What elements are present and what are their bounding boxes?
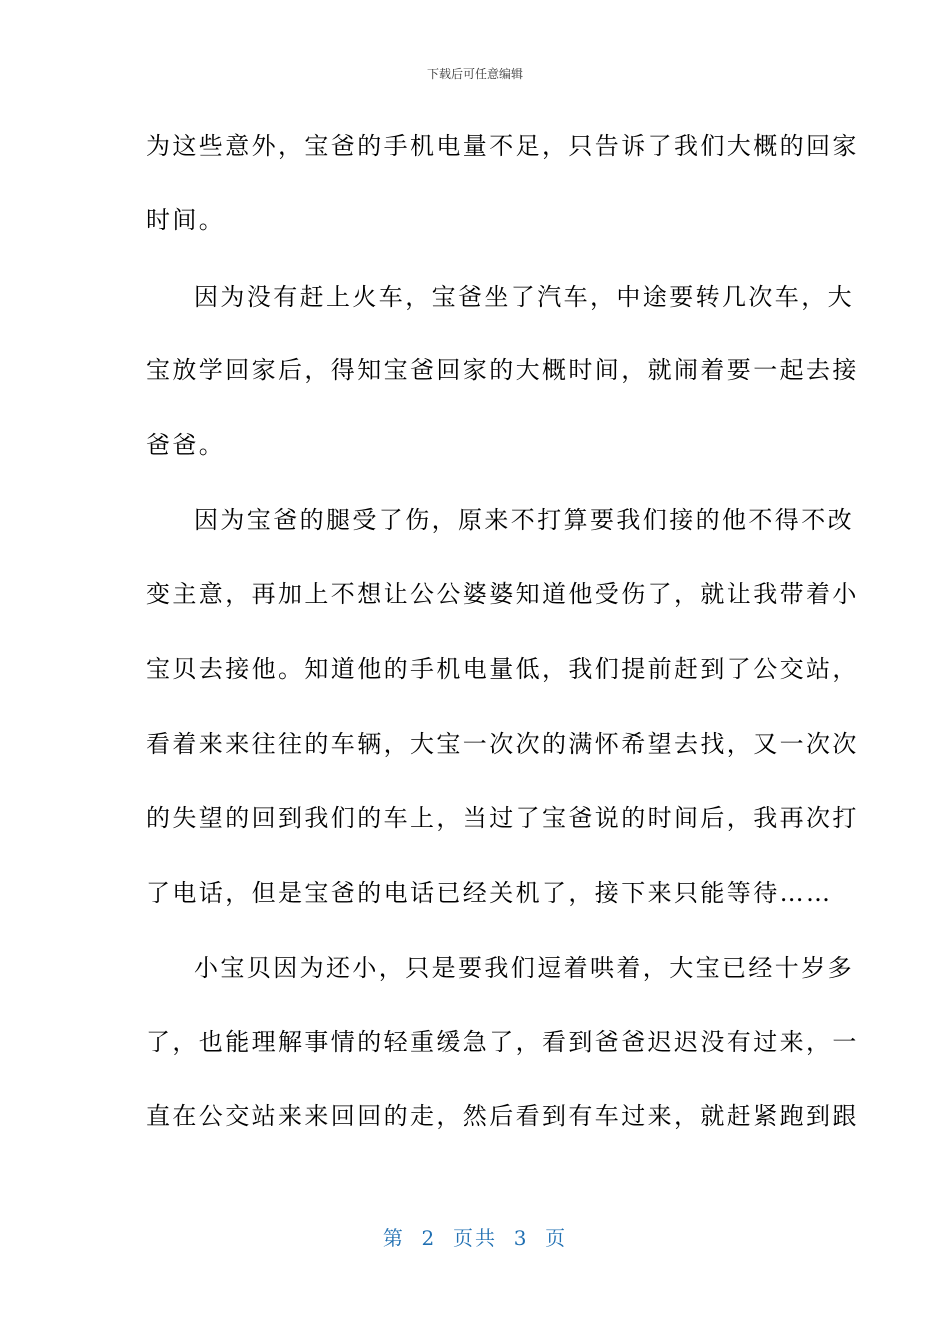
text-line: 了电话，但是宝爸的电话已经关机了，接下来只能等待……	[146, 879, 833, 907]
text-line: 宝贝去接他。知道他的手机电量低，我们提前赶到了公交站，	[146, 655, 859, 683]
text-line: 了，也能理解事情的轻重缓急了，看到爸爸迟迟没有过来，一	[146, 1028, 859, 1056]
page-header: 下载后可任意编辑	[426, 67, 523, 81]
text-line: 为这些意外，宝爸的手机电量不足，只告诉了我们大概的回家	[146, 132, 859, 160]
text-line: 爸爸。	[146, 431, 226, 459]
text-line: 的失望的回到我们的车上，当过了宝爸说的时间后，我再次打	[146, 804, 859, 832]
text-line: 看着来来往往的车辆，大宝一次次的满怀希望去找，又一次次	[146, 730, 859, 758]
page-number-footer: 第 2 页共 3 页	[382, 1226, 568, 1250]
text-line: 变主意，再加上不想让公公婆婆知道他受伤了，就让我带着小	[146, 580, 859, 608]
text-line: 时间。	[146, 206, 226, 234]
paragraph-start-line: 因为宝爸的腿受了伤，原来不打算要我们接的他不得不改	[194, 506, 854, 534]
paragraph-start-line: 因为没有赶上火车，宝爸坐了汽车，中途要转几次车，大	[194, 283, 854, 311]
text-line: 直在公交站来来回回的走，然后看到有车过来，就赶紧跑到跟	[146, 1102, 859, 1130]
text-line: 宝放学回家后，得知宝爸回家的大概时间，就闹着要一起去接	[146, 356, 859, 384]
paragraph-start-line: 小宝贝因为还小，只是要我们逗着哄着，大宝已经十岁多	[194, 954, 854, 982]
